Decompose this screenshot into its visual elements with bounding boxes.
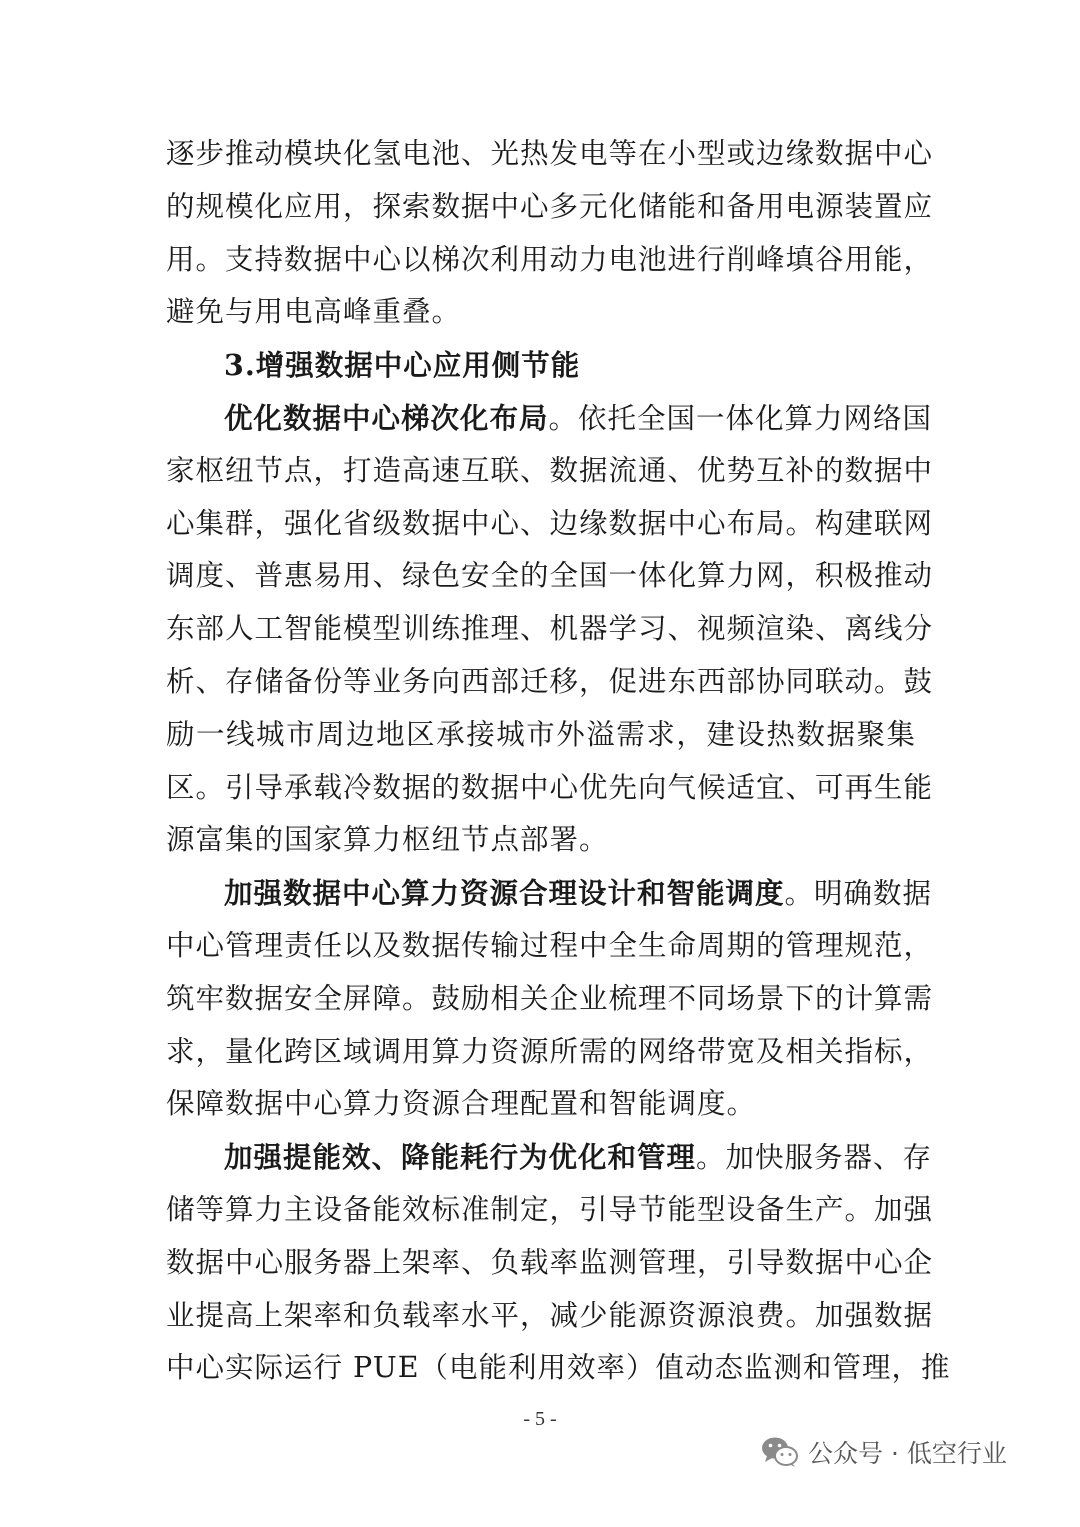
text-line: 励一线城市周边地区承接城市外溢需求，建设热数据聚集 bbox=[166, 717, 916, 751]
section-heading: 3.增强数据中心应用侧节能 bbox=[224, 348, 581, 383]
text-line: 析、存储备份等业务向西部迁移，促进东西部协同联动。鼓 bbox=[166, 664, 934, 698]
text-line: 源富集的国家算力枢纽节点部署。 bbox=[166, 823, 609, 857]
page-number: - 5 - bbox=[523, 1408, 557, 1430]
text-line: 调度、普惠易用、绿色安全的全国一体化算力网，积极推动 bbox=[166, 559, 934, 593]
text-line: 业提高上架率和负载率水平，减少能源资源浪费。加强数据 bbox=[166, 1298, 934, 1332]
text-span: 。依托全国一体化算力网络国 bbox=[548, 401, 933, 435]
text-span: 。明确数据 bbox=[784, 877, 933, 911]
paragraph-title: 加强数据中心算力资源合理设计和智能调度 bbox=[224, 876, 785, 911]
paragraph-first-line bbox=[166, 1131, 933, 1184]
text-line: 数据中心服务器上架率、负载率监测管理，引导数据中心企 bbox=[166, 1245, 934, 1279]
text-line: 的规模化应用，探索数据中心多元化储能和备用电源装置应 bbox=[166, 189, 934, 223]
text-line: 避免与用电高峰重叠。 bbox=[166, 295, 462, 329]
text-line: 逐步推动模块化氢电池、光热发电等在小型或边缘数据中心 bbox=[166, 137, 934, 170]
text-line: 求，量化跨区域调用算力资源所需的网络带宽及相关指标， bbox=[166, 1034, 934, 1068]
text-line: 储等算力主设备能效标准制定，引导节能型设备生产。加强 bbox=[166, 1192, 934, 1226]
paragraph-title: 优化数据中心梯次化布局 bbox=[224, 400, 549, 435]
text-line: 筑牢数据安全屏障。鼓励相关企业梳理不同场景下的计算需 bbox=[166, 981, 934, 1015]
text-line: 中心管理责任以及数据传输过程中全生命周期的管理规范， bbox=[166, 928, 934, 962]
wechat-icon bbox=[760, 1435, 800, 1469]
text-line: 东部人工智能模型训练推理、机器学习、视频渲染、离线分 bbox=[166, 612, 934, 646]
text-line: 区。引导承载冷数据的数据中心优先向气候适宜、可再生能 bbox=[166, 770, 934, 804]
document-body bbox=[166, 128, 951, 1395]
text-line: 家枢纽节点，打造高速互联、数据流通、优势互补的数据中 bbox=[166, 453, 934, 487]
paragraph-first-line bbox=[166, 392, 933, 445]
watermark bbox=[760, 1432, 1007, 1472]
paragraph-title: 加强提能效、降能耗行为优化和管理 bbox=[224, 1140, 697, 1175]
text-line: 心集群，强化省级数据中心、边缘数据中心布局。构建联网 bbox=[166, 506, 934, 540]
text-line: 保障数据中心算力资源合理配置和智能调度。 bbox=[166, 1087, 757, 1121]
text-span: 。加快服务器、存 bbox=[696, 1141, 933, 1175]
text-line: 中心实际运行 PUE（电能利用效率）值动态监测和管理，推 bbox=[166, 1351, 951, 1385]
text-line: 用。支持数据中心以梯次利用动力电池进行削峰填谷用能， bbox=[166, 242, 934, 276]
watermark-text: 公众号 · 低空行业 bbox=[808, 1439, 1007, 1468]
paragraph-first-line bbox=[166, 867, 933, 920]
